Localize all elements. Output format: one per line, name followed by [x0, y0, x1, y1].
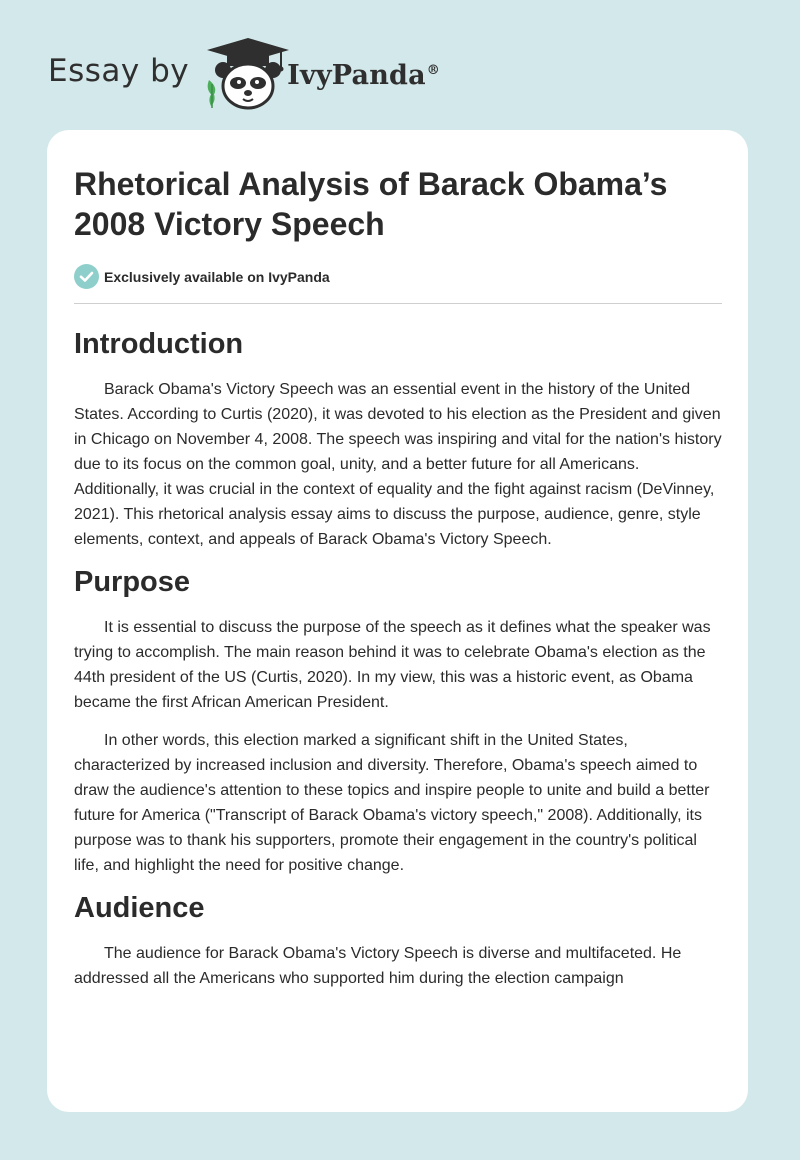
paragraph: In other words, this election marked a significant shift in the United States, characterized by increased inclusion and diversity. Therefore, Obama's speech aimed to draw the audience's attention to these topics and inspire people to unite and build a better future for America ("Transcript of Barack Obama's victory speech," 2008). Additionally, its purpose was to thank his supporters, promote their engagement in the country's political life, and highlight the need for positive change.: [74, 732, 710, 874]
section-heading-purpose: Purpose: [74, 566, 191, 598]
section-heading-audience: Audience: [74, 892, 205, 924]
exclusive-badge-label: Exclusively available on IvyPanda: [104, 268, 330, 285]
paragraph: It is essential to discuss the purpose of the speech as it defines what the speaker was trying to accomplish. The main reason behind it was to celebrate Obama's election as the 44th president of the US (Curtis, 2020). In my view, this was a historic event, as Obama became the first African American President.: [74, 619, 711, 711]
exclusive-badge: [74, 264, 722, 304]
essay-card: [47, 130, 748, 1112]
section-heading-introduction: Introduction: [74, 328, 244, 360]
paragraph: The audience for Barack Obama's Victory Speech is diverse and multifaceted. He addressed all the Americans who supported him during the election campaign: [74, 945, 682, 987]
panda-logo-icon: [203, 34, 293, 114]
brand-header[interactable]: [48, 34, 440, 114]
check-circle-icon: [74, 264, 99, 289]
brand-prefix: Essay by: [48, 53, 190, 89]
essay-title: Rhetorical Analysis of Barack Obama’s 2008 Victory Speech: [74, 166, 668, 242]
paragraph: Barack Obama's Victory Speech was an essential event in the history of the United States. According to Curtis (2020), it was devoted to his election as the President and given in Chicago on November 4, 2008. The speech was inspiring and vital for the nation's history due to its focus on the common goal, unity, and a better future for all Americans. Additionally, it was crucial in the context of equality and the fight against racism (DeVinney, 2021). This rhetorical analysis essay aims to discuss the purpose, audience, genre, style elements, context, and appeals of Barack Obama's Victory Speech.: [74, 381, 722, 548]
brand-name: IvyPanda®: [287, 59, 440, 91]
